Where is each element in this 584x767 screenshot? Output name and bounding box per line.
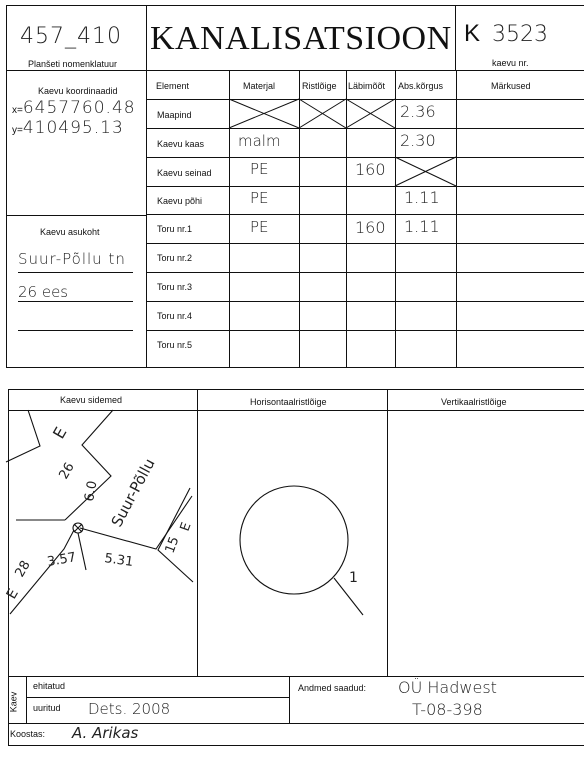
well-prefix: K xyxy=(464,20,481,47)
crossed-cells xyxy=(0,0,584,370)
plansheet-label: Planšeti nomenklatuur xyxy=(28,59,118,69)
sketch-e2-label: E xyxy=(3,586,22,602)
row-material-value: PE xyxy=(250,189,269,207)
sketch-357-label: 3.57 xyxy=(46,550,78,570)
coord-y-value: 410495.13 xyxy=(22,118,124,138)
horizontal-section-label: Horisontaalristlõige xyxy=(250,397,327,407)
ties-label: Kaevu sidemed xyxy=(60,395,123,405)
sketch-15-label: 15 xyxy=(162,534,183,556)
well-number-label: kaevu nr. xyxy=(492,58,529,68)
location-label: Kaevu asukoht xyxy=(40,227,100,237)
row-diameter-value: 160 xyxy=(355,218,386,237)
row-element-label: Toru nr.1 xyxy=(157,224,193,234)
ties-sketch xyxy=(3,410,197,677)
row-material-value: PE xyxy=(250,218,269,236)
coord-x-prefix: x= xyxy=(12,105,23,116)
sketch-e-label: E xyxy=(49,423,71,442)
row-element-label: Maapind xyxy=(157,110,192,120)
row-element-label: Kaevu põhi xyxy=(157,196,203,206)
page-title: KANALISATSIOON xyxy=(150,20,452,57)
col-header-material: Materjal xyxy=(243,81,276,91)
sketch-60-label: 6.0 xyxy=(82,479,101,503)
row-height-value: 1.11 xyxy=(404,217,440,236)
row-diameter-value: 160 xyxy=(355,160,386,179)
built-label: ehitatud xyxy=(33,681,66,691)
data-source-line2: T-08-398 xyxy=(412,700,483,719)
col-header-notes: Märkused xyxy=(491,81,531,91)
sketch-531-label: 5.31 xyxy=(103,551,135,570)
row-element-label: Toru nr.4 xyxy=(157,311,193,321)
pipe-number-label: 1 xyxy=(349,570,358,586)
location-line2: 26 ees xyxy=(18,283,69,301)
row-height-value: 2.30 xyxy=(400,131,436,150)
surveyed-value: Dets. 2008 xyxy=(88,700,171,718)
coords-label: Kaevu koordinaadid xyxy=(38,86,118,96)
plansheet-number: 457_410 xyxy=(20,24,122,49)
sketch-26-label: 26 xyxy=(56,460,78,482)
horizontal-section-drawing xyxy=(197,410,387,677)
data-source-line1: OÜ Hadwest xyxy=(398,678,497,697)
author-value: A. Arikas xyxy=(72,724,139,742)
sketch-e3-label: E xyxy=(177,520,195,534)
well-number: 3523 xyxy=(492,22,548,47)
row-element-label: Toru nr.3 xyxy=(157,282,193,292)
sketch-28-label: 28 xyxy=(12,558,34,580)
row-element-label: Kaevu seinad xyxy=(157,168,212,178)
row-height-value: 2.36 xyxy=(400,102,436,121)
surveyed-label: uuritud xyxy=(33,703,61,713)
data-source-label: Andmed saadud: xyxy=(298,683,367,693)
row-height-value: 1.11 xyxy=(404,188,440,207)
row-material-value: PE xyxy=(250,160,269,178)
coord-x-value: 6457760.48 xyxy=(22,98,136,118)
col-header-diameter: Läbimõõt xyxy=(348,81,386,91)
vertical-section-label: Vertikaalristlõige xyxy=(441,397,507,407)
row-element-label: Toru nr.2 xyxy=(157,253,193,263)
coord-y-prefix: y= xyxy=(12,125,23,136)
row-element-label: Toru nr.5 xyxy=(157,340,193,350)
sketch-street-label: Suur-Põllu xyxy=(107,455,159,530)
row-element-label: Kaevu kaas xyxy=(157,139,205,149)
well-side-label: Kaev xyxy=(8,691,19,713)
location-line1: Suur-Põllu tn xyxy=(18,250,126,268)
author-label: Koostas: xyxy=(10,729,46,739)
row-material-value: malm xyxy=(238,132,281,150)
col-header-element: Element xyxy=(156,81,190,91)
col-header-cross: Ristlõige xyxy=(302,81,337,91)
col-header-height: Abs.kõrgus xyxy=(398,81,444,91)
